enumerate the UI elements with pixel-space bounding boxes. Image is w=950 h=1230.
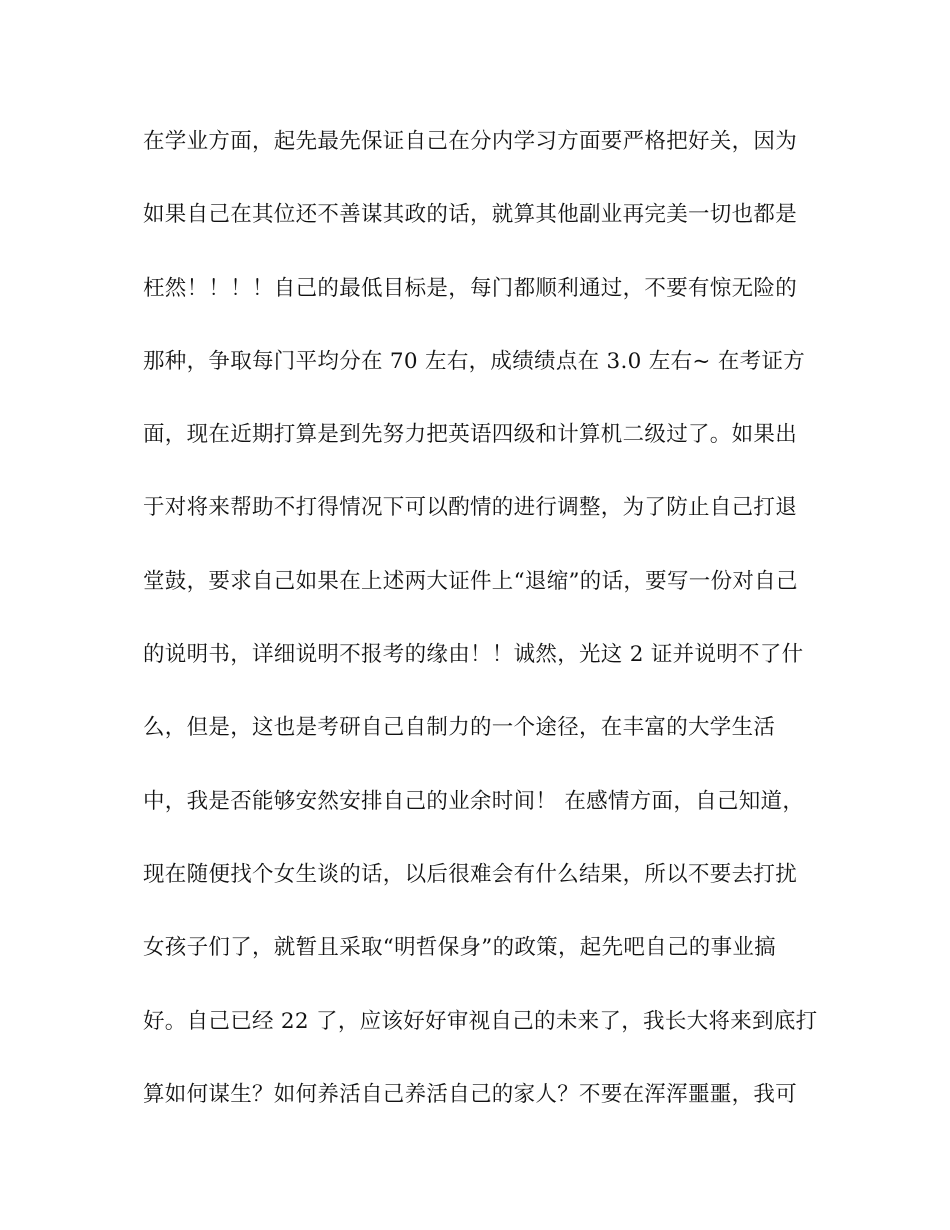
text-line: 么，但是，这也是考研自己自制力的一个途径，在丰富的大学生活 [143,715,776,741]
text-line: 堂鼓，要求自己如果在上述两大证件上“退缩”的话，要写一份对自己 [143,568,798,594]
text-line: 面，现在近期打算是到先努力把英语四级和计算机二级过了。如果出 [143,422,798,448]
text-line: 算如何谋生？如何养活自己养活自己的家人？不要在浑浑噩噩，我可 [143,1081,798,1107]
text-line: 如果自己在其位还不善谋其政的话，就算其他副业再完美一切也都是 [143,202,798,228]
body-paragraph [143,122,823,1148]
text-line: 好。自己已经 22 了，应该好好审视自己的未来了，我长大将来到底打 [143,1008,818,1034]
text-line: 于对将来帮助不打得情况下可以酌情的进行调整，为了防止自己打退 [143,495,798,521]
text-line: 在学业方面，起先最先保证自己在分内学习方面要严格把好关，因为 [143,129,798,154]
text-line: 的说明书，详细说明不报考的缘由！！诚然，光这 2 证并说明不了什 [143,642,804,668]
text-line: 中，我是否能够安然安排自己的业余时间！ 在感情方面，自己知道， [143,788,805,814]
text-line: 那种，争取每门平均分在 70 左右，成绩绩点在 3.0 左右~ 在考证方 [143,348,806,374]
text-line: 女孩子们了，就暂且采取“明哲保身”的政策，起先吧自己的事业搞 [143,935,776,961]
text-line: 枉然！！！！自己的最低目标是，每门都顺利通过，不要有惊无险的 [143,275,798,301]
text-line: 现在随便找个女生谈的话，以后很难会有什么结果，所以不要去打扰 [143,861,798,887]
